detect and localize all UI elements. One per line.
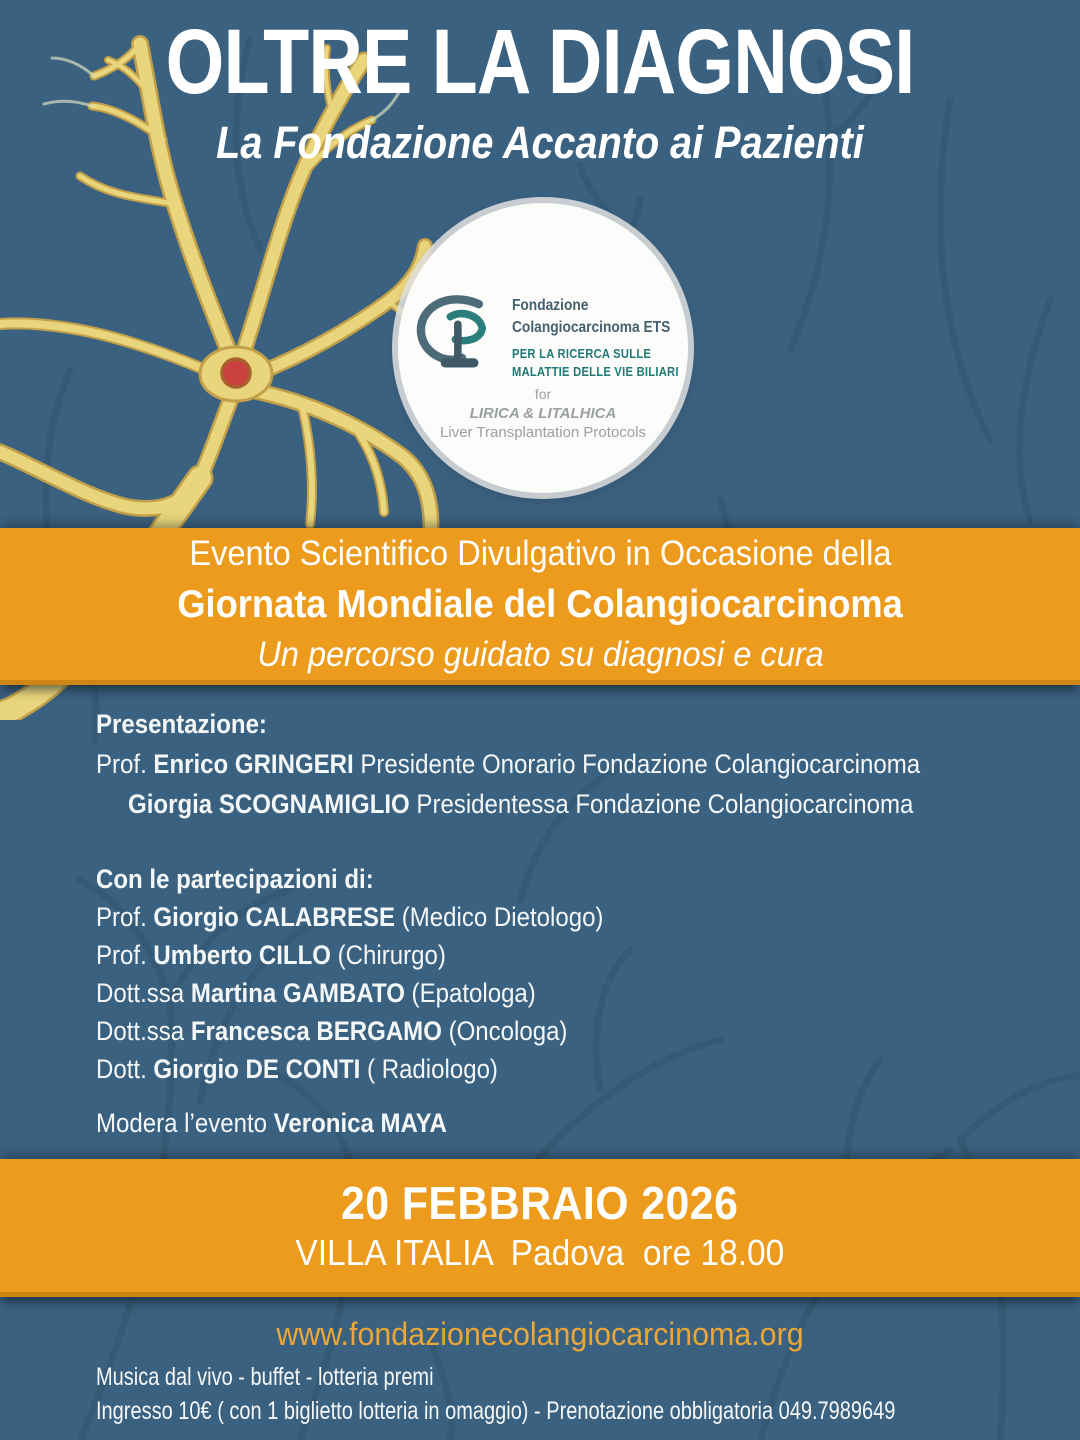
participant-prefix: Dott.ssa [96,978,191,1008]
participant-prefix: Prof. [96,902,154,932]
website-url: www.fondazionecolangiocarcinoma.org [276,1316,804,1352]
participant-role: (Epatologa) [404,978,536,1008]
logo-name-line1: Fondazione [512,297,589,314]
participant-row [96,936,603,974]
foundation-logo-mark-icon [410,289,494,373]
moderator-name: Veronica MAYA [273,1108,447,1138]
presenter-role: Presidentessa Fondazione Colangiocarcinoma [409,789,914,819]
moderator-section [96,1104,490,1142]
participant-role: (Medico Dietologo) [395,902,604,932]
event-date: 20 FEBBRAIO 2026 [341,1176,739,1229]
logo-tagline-line2: MALATTIE DELLE VIE BILIARI [512,364,679,379]
presentation-heading: Presentazione: [96,709,267,739]
participant-name: Giorgio CALABRESE [153,902,396,932]
participant-name: Umberto CILLO [153,940,331,970]
presentation-section [96,704,1022,824]
moderator-line [96,1104,447,1142]
presenter-name: Enrico GRINGERI [153,749,354,779]
participant-name: Martina GAMBATO [190,978,405,1008]
poster-title: OLTRE LA DIAGNOSI [165,11,915,113]
participant-name: Giorgio DE CONTI [153,1054,361,1084]
presenter-role: Presidente Onorario Fondazione Colangiocarcinoma [353,749,921,779]
moderator-prefix: Modera l’evento [96,1108,274,1138]
logo-partners: LIRICA & LITALHICA [469,405,617,422]
presenter-name: Giorgia SCOGNAMIGLIO [128,789,410,819]
participant-name: Francesca BERGAMO [190,1016,442,1046]
event-banner [0,528,1080,685]
participant-role: (Oncologa) [441,1016,568,1046]
participant-row [96,974,603,1012]
participant-role: (Chirurgo) [330,940,446,970]
presenter-prefix: Prof. [96,749,154,779]
event-banner-line1: Evento Scientifico Divulgativo in Occasione della [188,534,892,573]
participant-row [96,1012,603,1050]
footer-section [96,1360,1080,1428]
participant-prefix: Dott.ssa [96,1016,191,1046]
participant-row [96,1050,603,1088]
date-banner [0,1159,1080,1297]
logo-protocols: Liver Transplantation Protocols [440,424,646,441]
presentation-row [96,744,920,784]
foundation-logo-badge [398,203,688,493]
event-banner-line3: Un percorso guidato su diagnosi e cura [256,635,824,674]
participant-prefix: Prof. [96,940,154,970]
participant-prefix: Dott. [96,1054,154,1084]
footer-line1: Musica dal vivo - buffet - lotteria premi [96,1363,434,1391]
logo-name-line2: Colangiocarcinoma ETS [512,319,671,336]
logo-text-block [512,295,677,381]
logo-partners-block [398,385,688,442]
logo-tagline-line1: PER LA RICERCA SULLE [512,346,652,361]
poster-subtitle: La Fondazione Accanto ai Pazienti [216,117,864,168]
event-banner-line2: Giornata Mondiale del Colangiocarcinoma [177,583,903,626]
participant-role: ( Radiologo) [360,1054,498,1084]
participant-row [96,898,603,936]
neuron-nucleus [222,359,250,387]
participants-section [96,860,666,1088]
presentation-row [96,784,920,824]
footer-line2: Ingresso 10€ ( con 1 biglietto lotteria in omaggio) - Prenotazione obbligatoria 049.7989649 [96,1397,896,1425]
event-venue: VILLA ITALIA Padova ore 18.00 [295,1231,785,1273]
logo-for-label: for [534,386,552,402]
participants-heading: Con le partecipazioni di: [96,864,374,894]
